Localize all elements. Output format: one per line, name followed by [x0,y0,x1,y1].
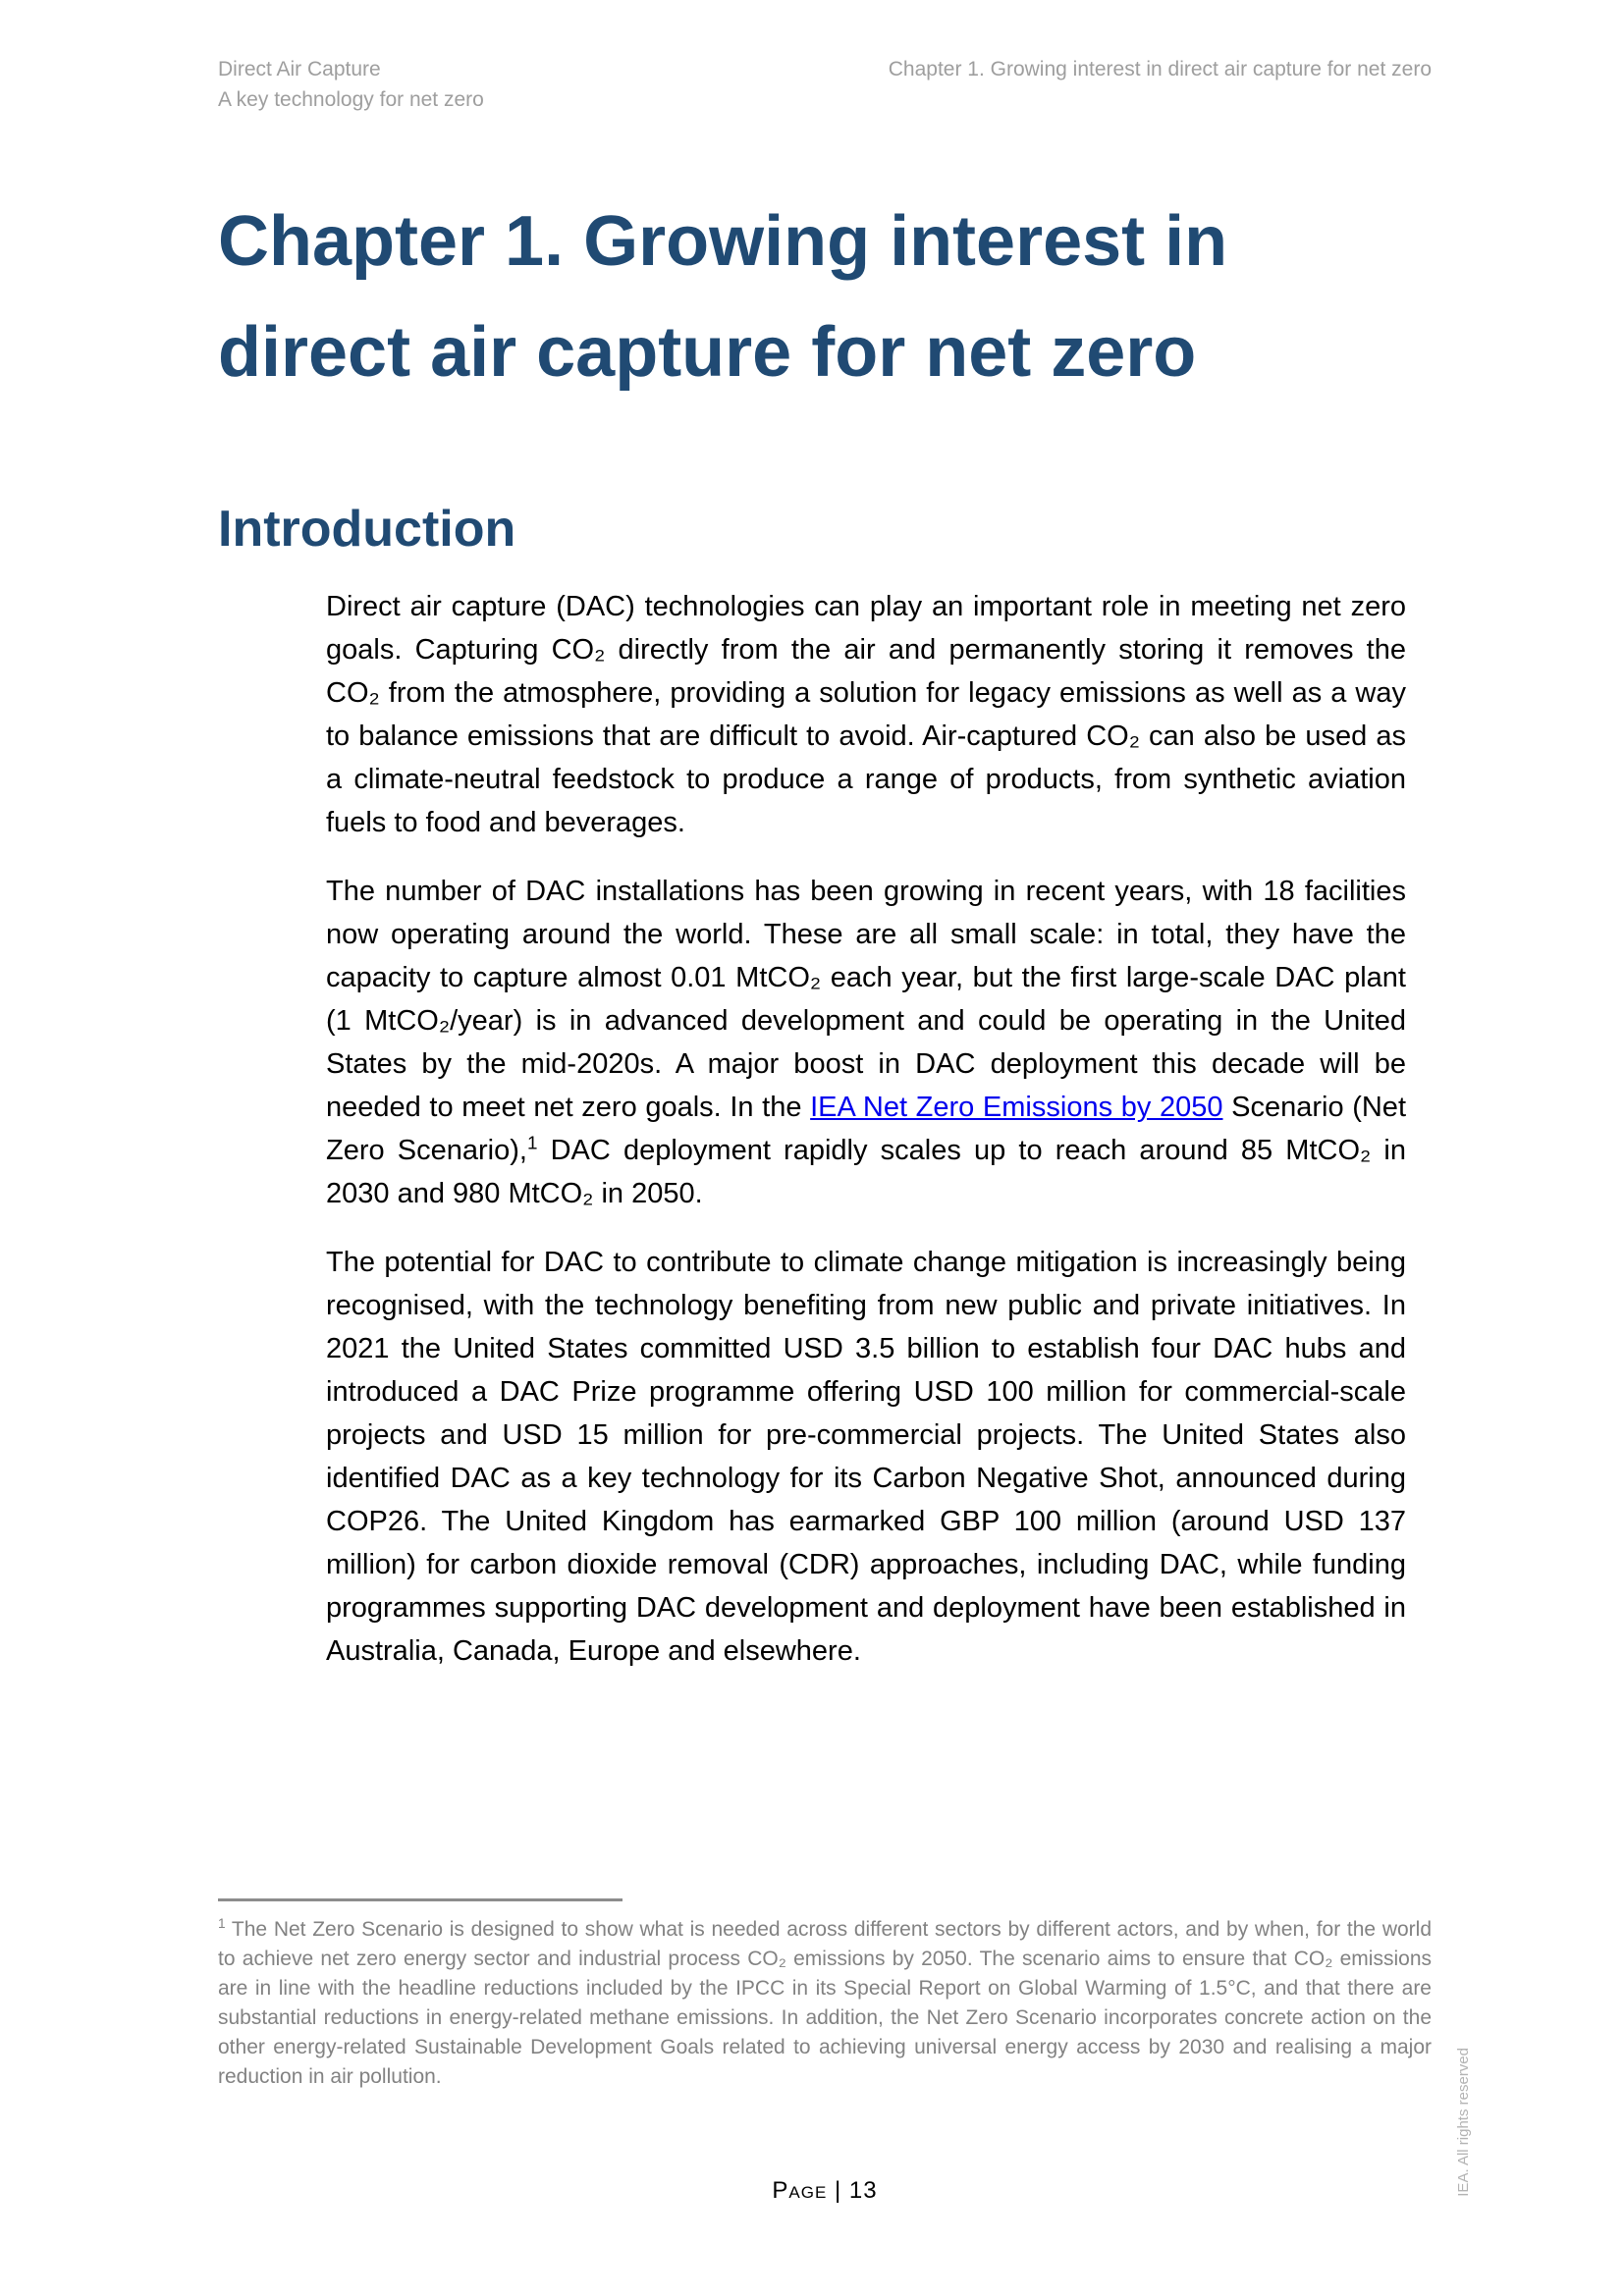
footnote-block [218,1898,1432,2092]
header-report-title: Direct Air Capture [218,58,381,80]
chapter-title: Chapter 1. Growing interest in direct air capture for net zero [218,202,1228,392]
text-run: The potential for DAC to contribute to climate change mitigation is increasingly being recognised, with the technology benefiting from new public and private initiatives. In 2021 the United States committed USD 3.5 billion to establish four DAC hubs and introduced a DAC Prize programme offering USD 100 million for commercial-scale projects and USD 15 million for pre-commercial projects. The United States also identified DAC as a key technology for its Carbon Negative Shot, announced during COP26. The United Kingdom has earmarked GBP 100 million (around USD 137 million) for carbon dioxide removal (CDR) approaches, including DAC, while funding programmes supporting DAC development and deployment have been established in Australia, Canada, Europe and elsewhere. [326,1247,1406,1667]
footnote-text [218,1915,1432,2092]
page-header [218,54,1432,115]
text-run: The Net Zero Scenario is designed to show what is needed across different sectors by different actors, and by when, for the world to achieve net zero energy sector and industrial process CO₂ emissions by 2050. The scenario aims to ensure that CO₂ emissions are in line with the headline reductions included by the IPCC in its Special Report on Global Warming of 1.5°C, and that there are substantial reductions in energy-related methane emissions. In addition, the Net Zero Scenario incorporates concrete action on the other energy-related Sustainable Development Goals related to achieving universal energy access by 2030 and realising a major reduction in air pollution. [218,1918,1432,2088]
header-report-subtitle: A key technology for net zero [218,88,484,111]
text-run-sup: 1 [218,1916,226,1931]
header-chapter-title: Chapter 1. Growing interest in direct air capture for net zero [888,58,1432,80]
text-run-sup: 1 [526,1132,538,1153]
text-run: Direct air capture (DAC) technologies can play an important role in meeting net zero goals. Capturing CO₂ directly from the air and permanently storing it removes the CO₂ from the atmosphere, providing a solution for legacy emissions as well as a way to balance emissions that are difficult to avoid. Air-captured CO₂ can also be used as a climate-neutral feedstock to produce a range of products, from synthetic aviation fuels to food and beverages. [326,591,1406,838]
page-number: Page | 13 [772,2177,878,2204]
text-run: DAC deployment rapidly scales up to reach around 85 MtCO₂ in 2030 and 980 MtCO₂ in 2050. [326,1135,1406,1209]
text-run: The number of DAC installations has been growing in recent years, with 18 facilities now operating around the world. These are all small scale: in total, they have the capacity to capture almost 0.01 MtCO₂ each year, but the first large-scale DAC plant (1 MtCO₂/year) is in advanced development and could be operating in the United States by the mid-2020s. A major boost in DAC deployment this decade will be needed to meet net zero goals. In the [326,876,1406,1123]
copyright-side-note: IEA. All rights reserved [1455,2048,1472,2197]
body-copy [326,585,1406,1698]
paragraph-1 [326,585,1406,844]
paragraph-2 [326,870,1406,1215]
inline-link[interactable]: IEA Net Zero Emissions by 2050 [810,1092,1223,1123]
paragraph-3 [326,1241,1406,1673]
footnote-separator-rule [218,1898,623,1901]
header-left [218,54,484,115]
section-heading-introduction: Introduction [218,501,516,558]
text-run: Scenario (Net Zero Scenario), [326,1092,1406,1166]
